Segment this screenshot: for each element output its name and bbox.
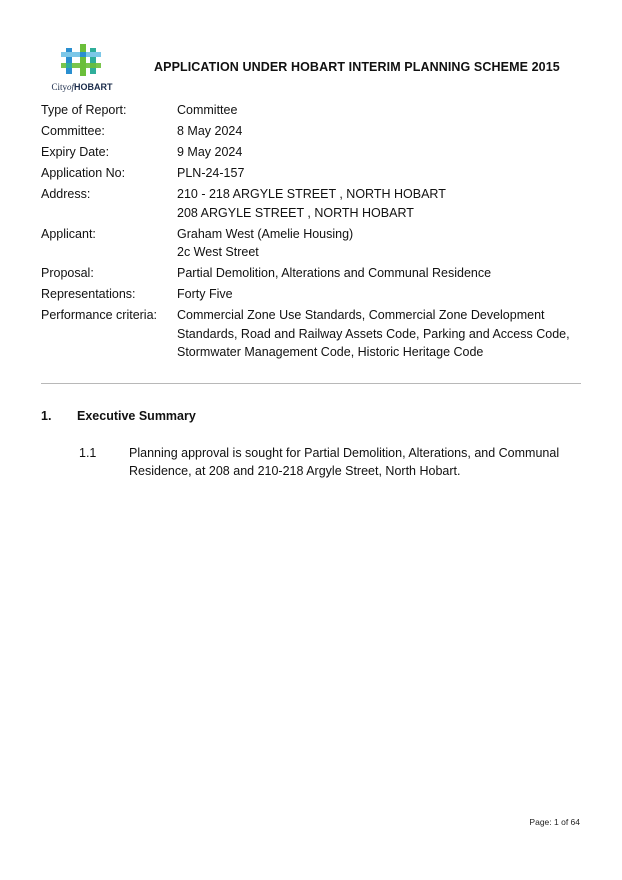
details-value-line: Standards, Road and Railway Assets Code, Parking and Access Code,: [177, 326, 570, 341]
paragraph-line: Planning approval is sought for Partial Demolition, Alterations, and Communal: [129, 446, 560, 460]
details-value-line: 2c West Street: [177, 245, 259, 259]
details-row: [41, 225, 586, 262]
details-label: Application No:: [41, 166, 126, 180]
details-value: [177, 225, 586, 262]
details-value: [177, 185, 586, 222]
details-row: [41, 306, 586, 362]
details-label: Proposal:: [41, 266, 94, 280]
section-number: 1.: [41, 409, 52, 423]
details-value-line: 8 May 2024: [177, 124, 243, 138]
paragraph-line: Residence, at 208 and 210-218 Argyle Street, North Hobart.: [129, 464, 461, 478]
details-label: Committee:: [41, 124, 105, 138]
city-of-hobart-logo: [44, 42, 120, 96]
details-value-line: PLN-24-157: [177, 166, 245, 180]
details-label: Performance criteria:: [41, 308, 158, 322]
details-row: [41, 143, 586, 162]
details-value: [177, 101, 586, 120]
details-value: [177, 264, 586, 283]
details-row: [41, 122, 586, 141]
details-label: Applicant:: [41, 226, 96, 241]
details-value: [177, 285, 586, 304]
details-value: [177, 143, 586, 162]
details-value: [177, 164, 586, 183]
document-title: APPLICATION UNDER HOBART INTERIM PLANNING SCHEME 2015: [154, 60, 560, 74]
page-number: Page: 1 of 64: [529, 817, 580, 827]
details-label: Address:: [41, 187, 91, 201]
details-value-line: Graham West (Amelie Housing): [177, 226, 354, 241]
section-divider: [41, 383, 581, 384]
paragraph-number: 1.1: [79, 446, 97, 460]
section-heading: [41, 409, 196, 423]
details-value-line: Committee: [177, 103, 238, 117]
details-label: Expiry Date:: [41, 145, 110, 159]
details-value-line: Commercial Zone Use Standards, Commercial Zone Development: [177, 308, 545, 322]
details-value: [177, 122, 586, 141]
details-value-line: Stormwater Management Code, Historic Heritage Code: [177, 345, 484, 359]
details-label: Representations:: [41, 287, 136, 301]
hobart-logo-icon: [61, 42, 101, 80]
details-row: [41, 264, 586, 283]
details-value-line: 210 - 218 ARGYLE STREET , NORTH HOBART: [177, 187, 446, 201]
report-details-table: [41, 101, 586, 364]
section-title: Executive Summary: [77, 409, 196, 423]
details-value-line: Partial Demolition, Alterations and Communal Residence: [177, 266, 492, 280]
details-label: Type of Report:: [41, 103, 127, 117]
details-row: [41, 101, 586, 120]
details-value: [177, 306, 586, 362]
details-value-line: 208 ARGYLE STREET , NORTH HOBART: [177, 205, 414, 220]
paragraph-text: [129, 444, 589, 480]
details-row: [41, 285, 586, 304]
details-row: [41, 164, 586, 183]
details-value-line: 9 May 2024: [177, 145, 243, 159]
details-value-line: Forty Five: [177, 287, 233, 301]
logo-wordmark: CityofHOBART: [51, 82, 113, 92]
details-row: [41, 185, 586, 222]
